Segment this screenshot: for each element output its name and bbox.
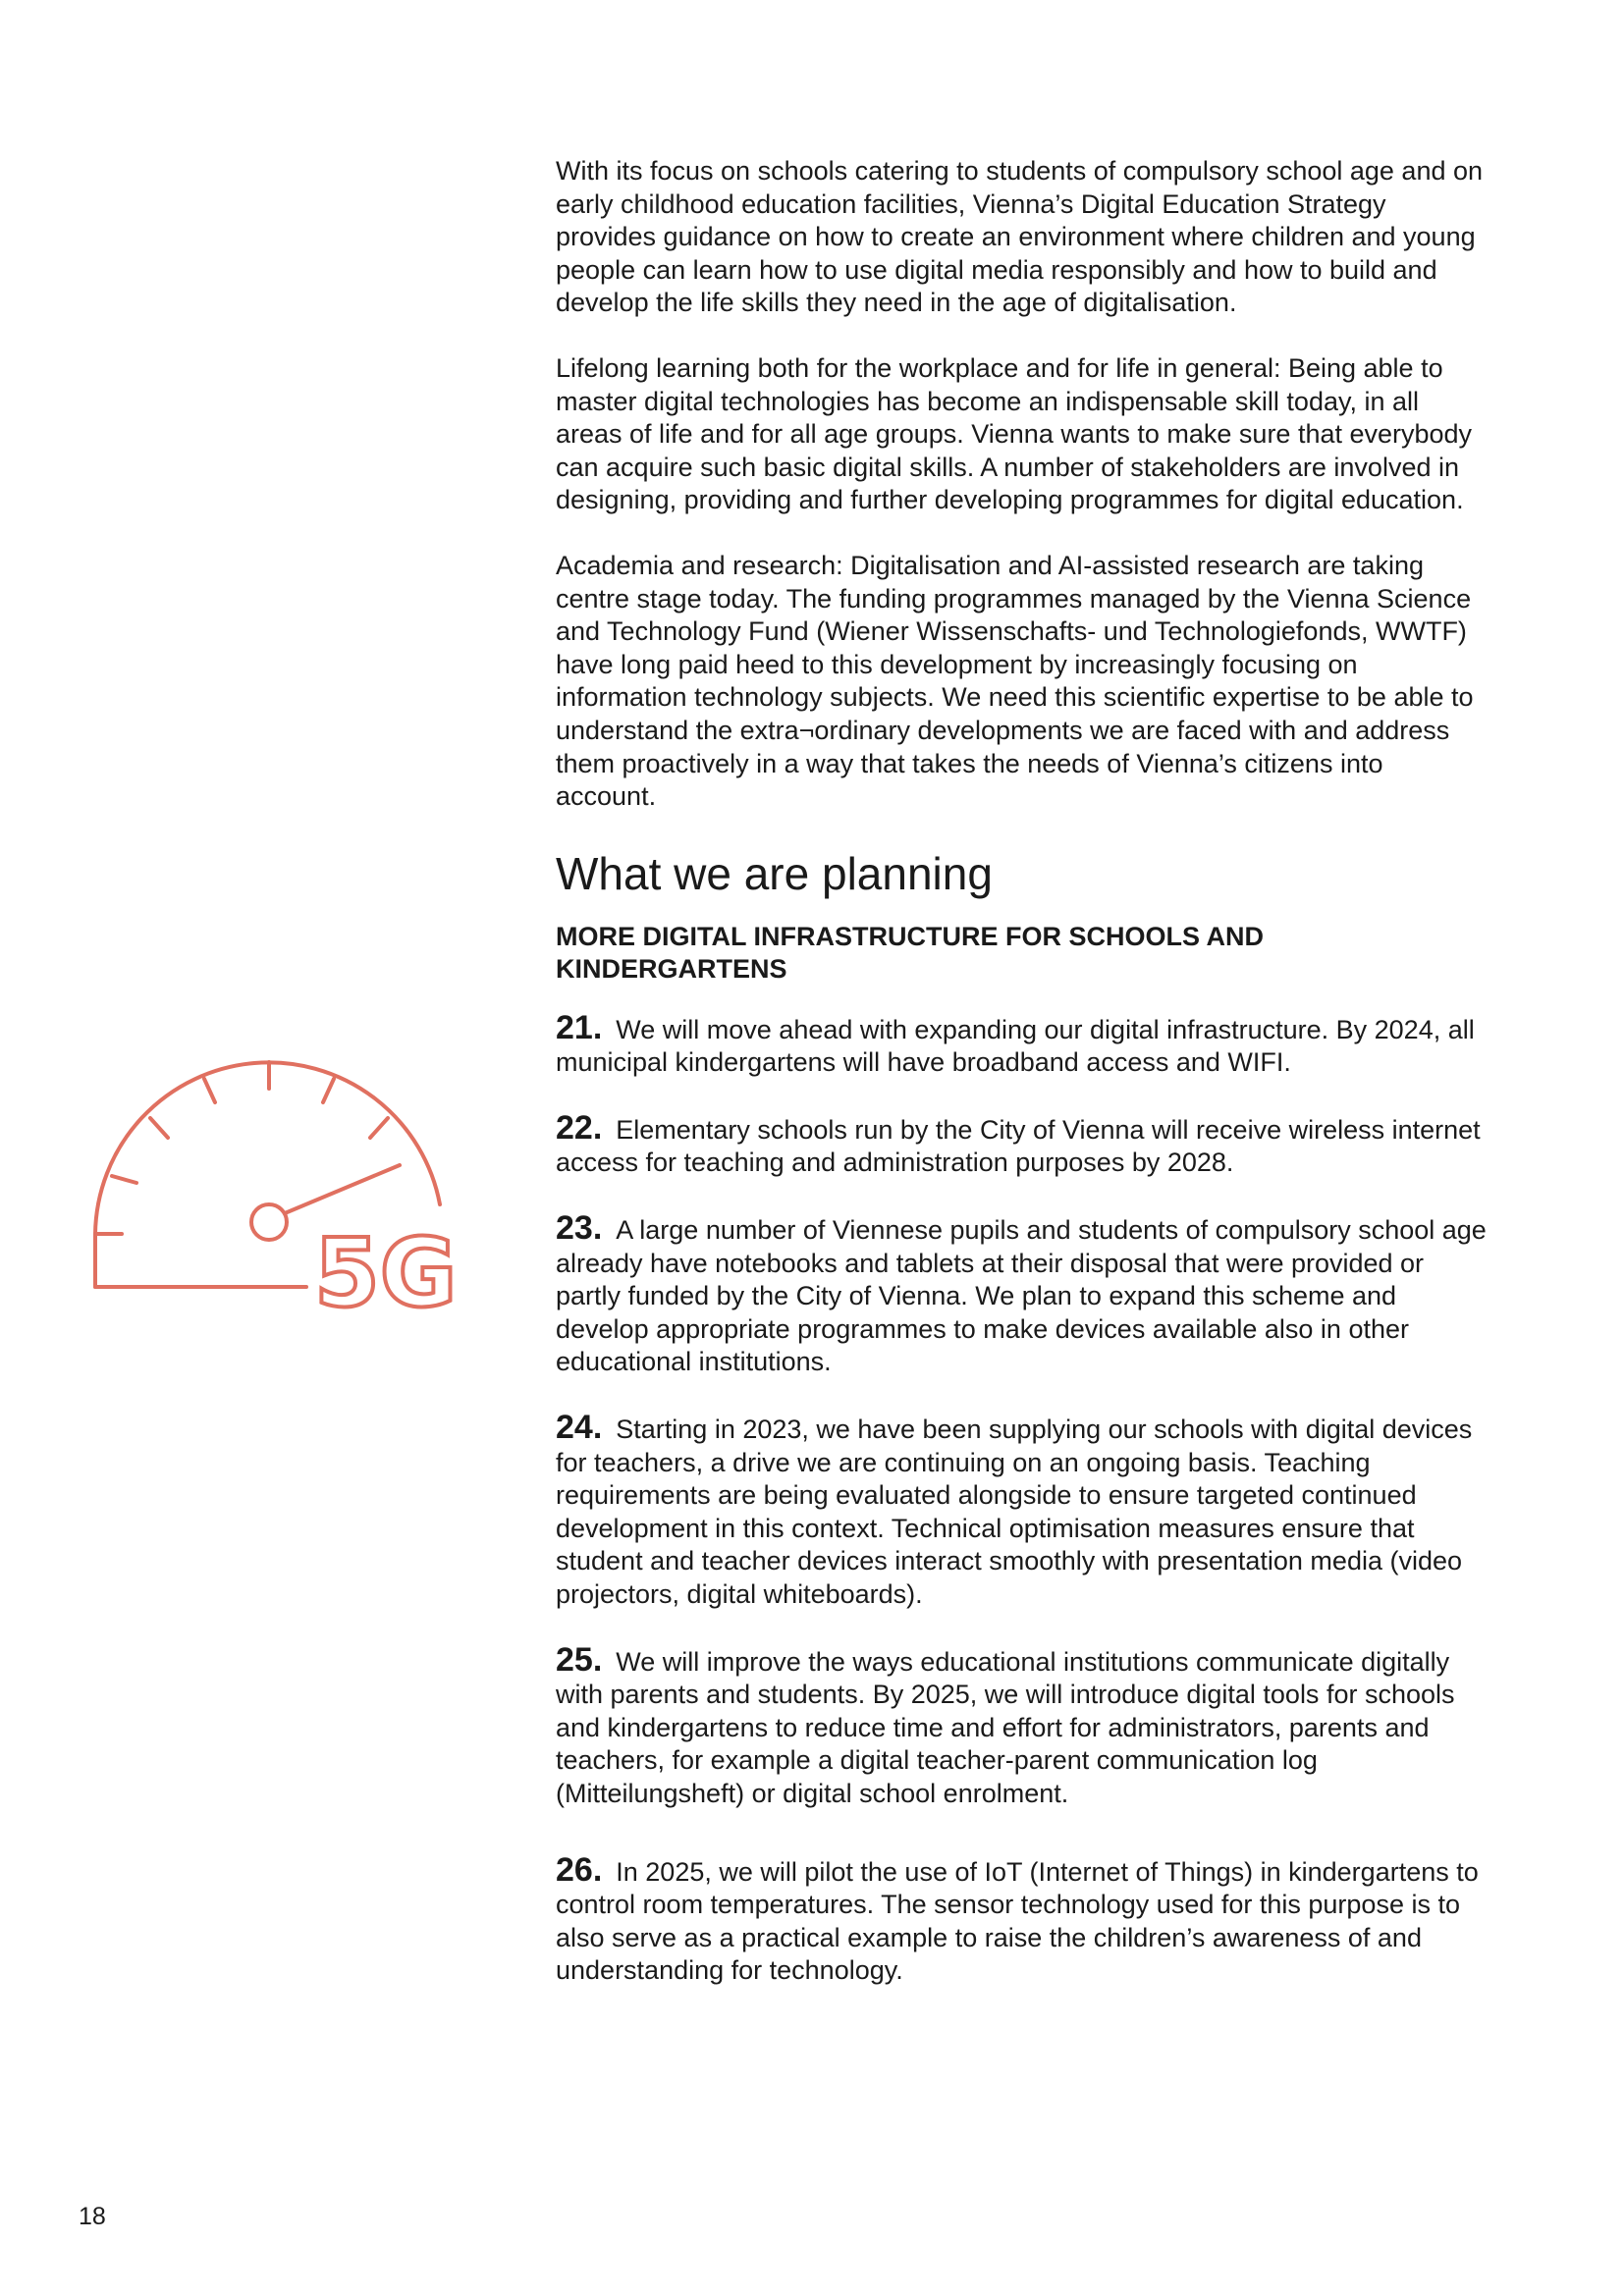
list-item bbox=[556, 1409, 1489, 1612]
list-item bbox=[556, 1108, 1489, 1180]
intro-paragraph-1: With its focus on schools catering to students of compulsory school age and on early childhood education facilities, Vienna’s Digital Education Strategy provides guidance on how to create an environment where children and young people can learn how to use digital media responsibly and how to build and develop the life skills they need in the age of digitalisation. bbox=[556, 156, 1484, 318]
item-number: 25. bbox=[556, 1640, 603, 1679]
list-item bbox=[556, 1640, 1489, 1811]
list-item bbox=[556, 1850, 1489, 1988]
list-item bbox=[556, 1008, 1489, 1080]
item-number: 24. bbox=[556, 1409, 603, 1447]
page-number: 18 bbox=[79, 2203, 106, 2230]
speedometer-5g-icon bbox=[88, 1055, 491, 1320]
item-number: 23. bbox=[556, 1209, 603, 1248]
intro-paragraph-2: Lifelong learning both for the workplace and for life in general: Being able to master digital technologies has become an indispensable skill today, in all areas of life and for all age groups. Vienna wants to make sure that everybody can acquire such basic digital skills. A number of stakeholders are involved in designing, providing and further developing programmes for digital education. bbox=[556, 352, 1473, 515]
section-subheading: MORE DIGITAL INFRASTRUCTURE FOR SCHOOLS AND KINDERGARTENS bbox=[556, 921, 1264, 984]
main-column bbox=[556, 155, 1489, 2020]
item-number: 22. bbox=[556, 1108, 603, 1147]
item-text: In 2025, we will pilot the use of IoT (Internet of Things) in kindergartens to control room temperatures. The sensor technology used for this purpose is to also serve as a practical example to raise the children’s awareness of and understanding for technology. bbox=[556, 1856, 1479, 1986]
item-number: 21. bbox=[556, 1008, 603, 1046]
intro-paragraph-3: Academia and research: Digitalisation and AI-assisted research are taking centre stage today. The funding programmes managed by the Vienna Science and Technology Fund (Wiener Wissenschafts- und Technologiefonds, WWTF) have long paid heed to this development by increasingly focusing on information technology subjects. We need this scientific expertise to be able to understand the extra¬ordinary developments we are faced with and address them proactively in a way that takes the needs of Vienna’s citizens into account. bbox=[556, 550, 1474, 812]
item-text: Elementary schools run by the City of Vienna will receive wireless internet access for teaching and administration purposes by 2028. bbox=[556, 1114, 1481, 1178]
item-text: Starting in 2023, we have been supplying our schools with digital devices for teachers, a drive we are continuing on an ongoing basis. Teaching requirements are being evaluated alongside to ensure targeted continued development in this context. Technical optimisation measures ensure that student and teacher devices interact smoothly with presentation media (video projectors, digital whiteboards). bbox=[556, 1415, 1473, 1609]
section-heading: What we are planning bbox=[556, 847, 993, 899]
item-text: We will move ahead with expanding our digital infrastructure. By 2024, all municipal kindergartens will have broadband access and WIFI. bbox=[556, 1014, 1475, 1078]
item-text: A large number of Viennese pupils and students of compulsory school age already have notebooks and tablets at their disposal that were provided or partly funded by the City of Vienna. We plan to expand this scheme and develop appropriate programmes to make devices available also in other educational institutions. bbox=[556, 1215, 1487, 1377]
item-number: 26. bbox=[556, 1850, 603, 1889]
list-item bbox=[556, 1209, 1489, 1379]
icon-label: 5G bbox=[314, 1218, 458, 1320]
item-text: We will improve the ways educational institutions communicate digitally with parents and students. By 2025, we will introduce digital tools for schools and kindergartens to reduce time and effort for administrators, parents and teachers, for example a digital teacher-parent communication log (Mitteilungsheft) or digital school enrolment. bbox=[556, 1646, 1455, 1808]
